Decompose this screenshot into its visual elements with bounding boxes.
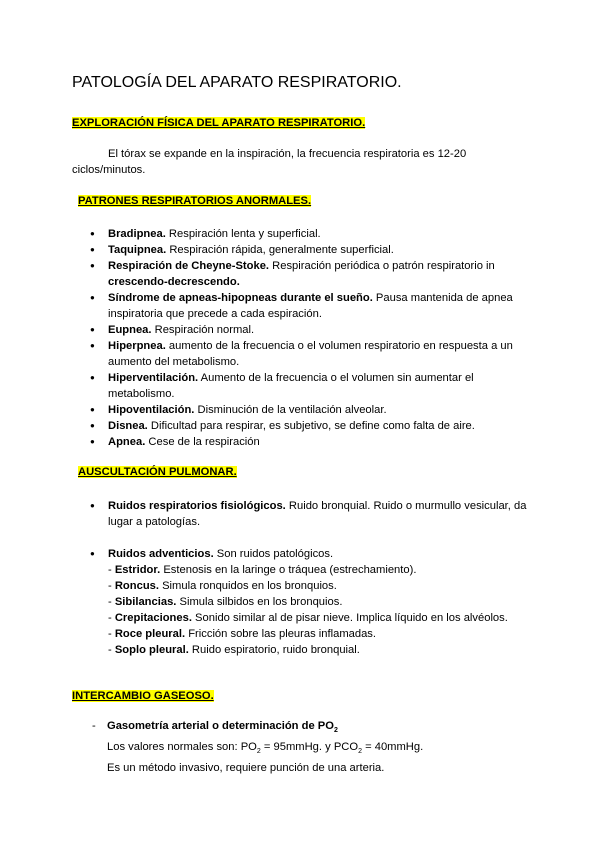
list-item: ● Síndrome de apneas-hipopneas durante el sueño. Pausa mantenida de apnea inspiratoria que precede a cada espiración. [90,290,530,322]
sub-item: - Soplo pleural. Ruido espiratorio, ruido bronquial. [108,644,360,656]
list-item: ● Respiración de Cheyne-Stoke. Respiración periódica o patrón respiratorio in crescendo-decrescendo. [90,258,530,290]
auscultacion-list [90,498,530,658]
list-item: ● Ruidos adventicios. Son ruidos patológicos. - Estridor. Estenosis en la laringe o tráquea (estrechamiento). - Roncus. Simula ronquidos en los bronquios. - Sibilancias. Simula silbidos en los bronquios. - Crepitaciones. Sonido similar al de pisar nieve. Implica líquido en los alvéolos. - Roce pleural. Fricción sobre las pleuras inflamadas. - Soplo pleural. Ruido espiratorio, ruido bronquial. [90,546,530,658]
gasometria-values: Los valores normales son: $PO_2$ = 95mmHg. y $PCO_2$ = 40mmHg. [107,741,424,756]
exploracion-paragraph: El tórax se expande en la inspiración, la frecuencia respiratoria es 12-20 ciclos/minutos. [72,148,467,176]
list-item: ● Eupnea. Respiración normal. [90,322,530,338]
list-item: ● Disnea. Dificultad para respirar, es subjetivo, se define como falta de aire. [90,418,530,434]
sub-item: - Estridor. Estenosis en la laringe o tráquea (estrechamiento). [108,564,417,576]
gasometria-item: - Gasometría arterial o determinación de $PO_2$ Los valores normales son: $PO_2$ = 95mmHg. y $PCO_2$ = 40mmHg. Es un método invasivo, requiere punción de una arteria. [92,718,532,776]
sub-item: - Crepitaciones. Sonido similar al de pisar nieve. Implica líquido en los alvéolos. [108,612,508,624]
list-item: ● Hipoventilación. Disminución de la ventilación alveolar. [90,402,530,418]
sub-item: - Sibilancias. Simula silbidos en los bronquios. [108,596,343,608]
list-item: ● Hiperventilación. Aumento de la frecuencia o el volumen sin aumentar el metabolismo. [90,370,530,402]
section-heading-auscultacion: AUSCULTACIÓN PULMONAR. [78,466,237,478]
gasometria-title: Gasometría arterial o determinación de $PO_2$ [107,720,338,735]
sub-item: - Roce pleural. Fricción sobre las pleuras inflamadas. [108,628,377,640]
list-item: ● Ruidos respiratorios fisiológicos. Ruido bronquial. Ruido o murmullo vesicular, da lugar a patologías. [90,498,530,530]
gasometria-note: Es un método invasivo, requiere punción de una arteria. [107,762,385,775]
section-heading-intercambio: INTERCAMBIO GASEOSO. [72,690,214,702]
section-heading-patrones: PATRONES RESPIRATORIOS ANORMALES. [78,195,312,207]
list-item: ● Apnea. Cese de la respiración [90,434,530,450]
document-title: PATOLOGÍA DEL APARATO RESPIRATORIO. [72,74,402,91]
list-item: ● Taquipnea. Respiración rápida, generalmente superficial. [90,242,530,258]
section-heading-exploracion: EXPLORACIÓN FÍSICA DEL APARATO RESPIRATORIO. [72,117,366,129]
patrones-list [90,226,530,450]
sub-item: - Roncus. Simula ronquidos en los bronquios. [108,580,337,592]
list-item: ● Bradipnea. Respiración lenta y superficial. [90,226,530,242]
list-item: ● Hiperpnea. aumento de la frecuencia o el volumen respiratorio en respuesta a un aumento del metabolismo. [90,338,530,370]
